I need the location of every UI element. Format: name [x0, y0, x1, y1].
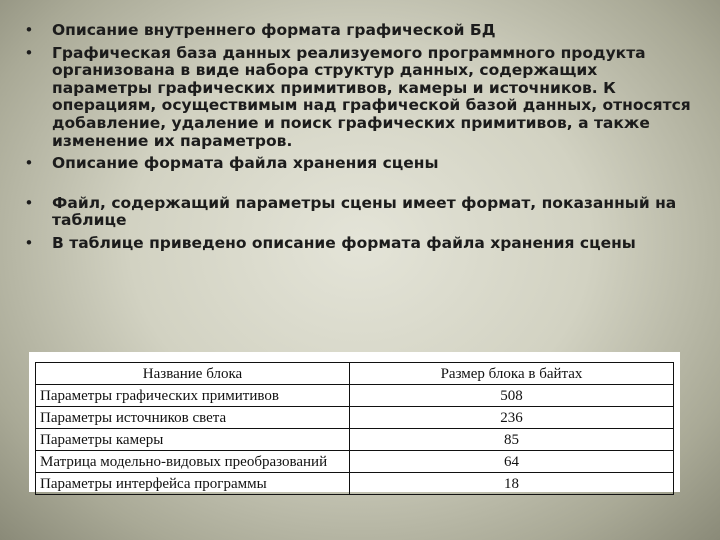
block-size-cell: 508 [350, 385, 674, 407]
table-row [36, 385, 674, 407]
bullet-text: Графическая база данных реализуемого программного продукта организована в виде набора структур данных, содержащих параметры графических примитивов, камеры и источников. К операциям, осуществимым над графической базой данных, относятся добавление, удаление и поиск графических примитивов, а также изменение их параметров. [52, 43, 691, 150]
bullet-text: В таблице приведено описание формата файла хранения сцены [52, 233, 636, 252]
table-header-row [36, 363, 674, 385]
block-name-cell: Параметры камеры [36, 429, 350, 451]
bullet-text: Описание формата файла хранения сцены [52, 154, 439, 173]
block-size-cell: 64 [350, 451, 674, 473]
bullet-text: Описание внутреннего формата графической БД [52, 21, 496, 39]
bullet-dot-icon: • [24, 193, 34, 212]
block-size-cell: 18 [350, 473, 674, 495]
table-row [36, 429, 674, 451]
bullet-dot-icon: • [24, 154, 34, 173]
bullet-item [22, 155, 702, 173]
block-name-cell: Параметры графических примитивов [36, 385, 350, 407]
bullet-item [22, 22, 702, 40]
header-block-size: Размер блока в байтах [350, 363, 674, 385]
bullet-dot-icon: • [24, 43, 34, 62]
bullet-item [22, 235, 702, 253]
bullet-text: Файл, содержащий параметры сцены имеет формат, показанный на таблице [52, 193, 677, 230]
header-block-name: Название блока [36, 363, 350, 385]
table-row [36, 451, 674, 473]
bullet-item [22, 45, 702, 151]
bullet-list [22, 22, 702, 258]
bullet-dot-icon: • [24, 233, 34, 252]
block-name-cell: Параметры источников света [36, 407, 350, 429]
bullet-item [22, 195, 702, 230]
block-size-cell: 85 [350, 429, 674, 451]
block-name-cell: Матрица модельно-видовых преобразований [36, 451, 350, 473]
block-size-cell: 236 [350, 407, 674, 429]
bullet-dot-icon: • [24, 21, 34, 39]
scene-format-table-container [29, 352, 680, 492]
block-name-cell: Параметры интерфейса программы [36, 473, 350, 495]
scene-format-table [35, 362, 674, 495]
table-row [36, 407, 674, 429]
table-row [36, 473, 674, 495]
